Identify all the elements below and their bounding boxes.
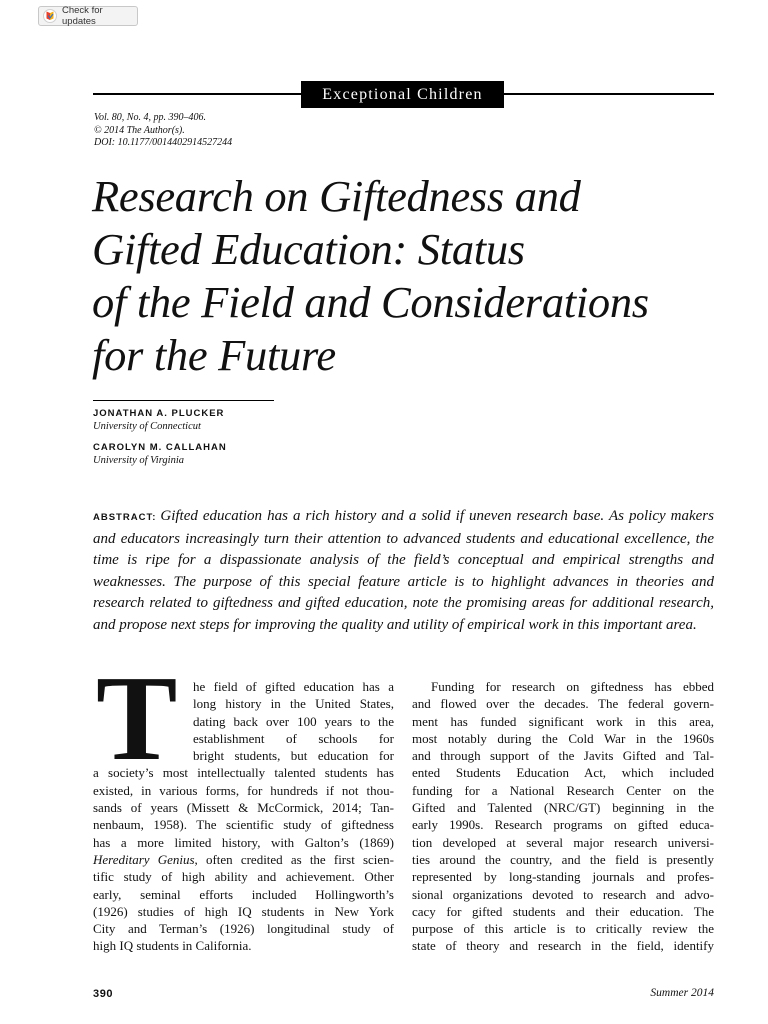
body-line: ented Students Education Act, which included (412, 765, 714, 781)
body-line: ties around the country, and the field is presently (412, 851, 714, 867)
body-line: sands of years (Missett & McCormick, 2014; Tan- (93, 800, 394, 816)
body-line: purpose of this article is to critically review the (412, 921, 714, 937)
title-line: Research on Giftedness and (92, 171, 581, 221)
body-line: has a more limited history, with Galton’s (1869) (93, 834, 394, 850)
title-line: for the Future (92, 330, 336, 380)
body-line: early, seminal efforts included Hollingworth’s (93, 886, 394, 902)
article-meta (94, 112, 232, 150)
author-rule (93, 400, 274, 401)
author-name: CAROLYN M. CALLAHAN (93, 442, 227, 453)
body-line: sional organizations devoted to research and advo- (412, 886, 714, 902)
page-number: 390 (93, 988, 114, 1000)
abstract-text: Gifted education has a rich history and a solid if uneven research base. As policy makers and educators increasingly turn their attention to advanced students and educational excellence, the time is ripe for a dispassionate analysis of the field’s conceptual and empirical strengths and weaknesses. The purpose of this special feature article is to highlight advances in theories and research related to giftedness and gifted education, note the promising areas for additional research, and propose next steps for improving the quality and utility of empirical work in this important area. (93, 508, 714, 633)
body-line: early 1990s. Research programs on gifted educa- (412, 817, 714, 833)
body-line: represented by long-standing journals and profes- (412, 869, 714, 885)
body-line: a society’s most intellectually talented students has (93, 765, 394, 781)
body-column-left (93, 678, 394, 955)
author-name: JONATHAN A. PLUCKER (93, 408, 225, 419)
abstract-label: ABSTRACT: (93, 512, 157, 523)
journal-name: Exceptional Children (301, 81, 504, 108)
body-line: nenbaum, 1958). The scientific study of giftedness (93, 817, 394, 833)
body-line: bright students, but education for (193, 748, 394, 764)
body-line: tion developed at several major research universi- (412, 834, 714, 850)
title-line: Gifted Education: Status (92, 224, 525, 274)
body-line: funding for a National Research Center on the (412, 782, 714, 798)
body-line: cacy for gifted students and their education. The (412, 903, 714, 919)
author-affiliation: University of Connecticut (93, 421, 201, 432)
body-line: City and Terman’s (1926) longitudinal study of (93, 921, 394, 937)
body-line: existed, in various forms, for hundreds if not thou- (93, 782, 394, 798)
drop-cap: T (96, 651, 178, 786)
abstract (93, 506, 714, 636)
author-affiliation: University of Virginia (93, 455, 184, 466)
body-line: and flowed over the decades. The federal govern- (412, 696, 714, 712)
title-line: of the Field and Considerations (92, 277, 649, 327)
body-line: establishment of schools for (193, 730, 394, 746)
body-line: ment has funded significant work in this area, (412, 713, 714, 729)
body-line: state of theory and research in the field, identify (412, 938, 714, 954)
body-line: dating back over 100 years to the (193, 713, 394, 729)
body-column-right (412, 678, 714, 955)
doi-info: DOI: 10.1177/0014402914527244 (94, 137, 233, 148)
body-line: tific study of high ability and achievement. Other (93, 869, 394, 885)
crossmark-icon (43, 9, 57, 23)
header-rule-left (93, 93, 301, 95)
volume-info: Vol. 80, No. 4, pp. 390–406. (94, 112, 206, 123)
copyright-info: © 2014 The Author(s). (94, 124, 185, 136)
body-line: Gifted and Talented (NRC/GT) beginning in the (412, 800, 714, 816)
body-line: Funding for research on giftedness has ebbed (431, 679, 714, 694)
issue-season: Summer 2014 (650, 987, 714, 999)
check-for-updates-label: Check for updates (62, 5, 103, 27)
book-title: Hereditary Genius (93, 851, 195, 867)
body-line: (1926) studies of high IQ students in New York (93, 903, 394, 919)
check-for-updates-button[interactable] (38, 6, 138, 26)
header-rule-right (504, 93, 714, 95)
body-line: high IQ students in California. (93, 938, 252, 954)
body-line: most notably during the Cold War in the 1960s (412, 730, 714, 746)
body-line: long history in the United States, (193, 696, 394, 712)
body-line: he field of gifted education has a (193, 679, 394, 694)
body-line: Hereditary Genius, often credited as the first scien- (93, 851, 394, 867)
article-title (92, 170, 732, 382)
body-line: and through support of the Javits Gifted and Tal- (412, 748, 714, 764)
